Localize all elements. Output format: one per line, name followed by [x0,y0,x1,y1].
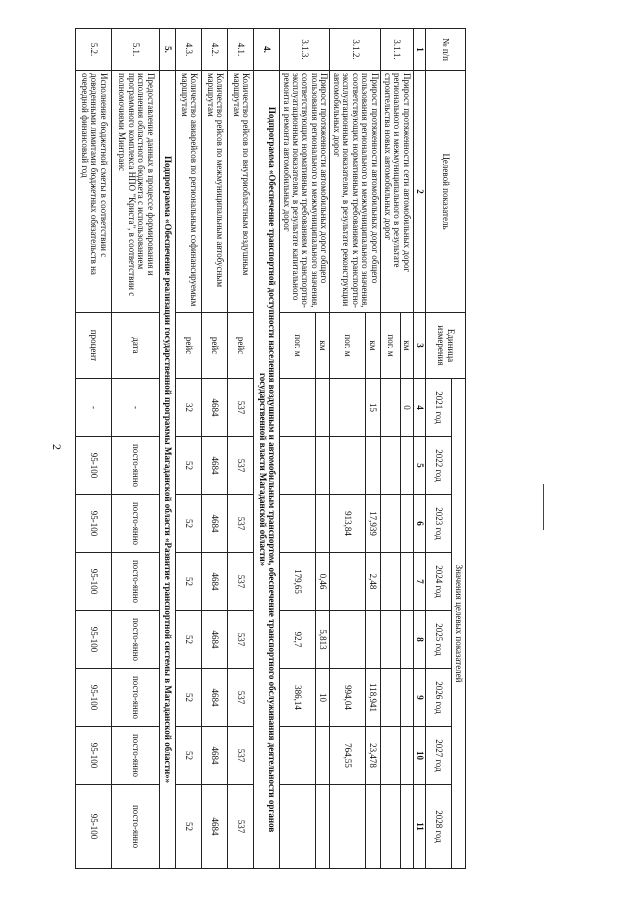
value-cell: 95-100 [76,669,112,727]
value-cell: 95-100 [76,727,112,785]
indicator-name: Предоставление данных в процессе формирования и исполнения областного бюджета с использованием программного комплекса НПО "Криста", в соответствии с полномочиями Минтранс [112,71,160,313]
value-cell: 4684 [202,611,228,669]
value-cell: 537 [228,495,254,553]
unit-cell: км [365,313,380,379]
column-number: 9 [413,669,425,727]
unit-cell: пог. м [380,313,400,379]
value-cell: 92,7 [280,611,316,669]
value-cell [315,379,330,437]
indicator-name: Прирост протяженности сети автомобильных дорог регионального и межмуниципального в результате строительства новых автомобильных дорог [380,71,413,313]
value-cell: 52 [176,553,202,611]
value-cell [400,611,413,669]
value-cell: 52 [176,785,202,869]
column-number: 4 [413,379,425,437]
value-cell [400,669,413,727]
value-cell [380,669,400,727]
value-cell [280,437,316,495]
unit-cell: процент [76,313,112,379]
header-values-group: Значения целевых показателей [452,379,466,869]
column-number: 5 [413,437,425,495]
value-cell: 537 [228,611,254,669]
value-cell: 32 [176,379,202,437]
value-cell: 386,14 [280,669,316,727]
value-cell [400,785,413,869]
value-cell: 15 [365,379,380,437]
row-number: 5.2. [76,29,112,71]
value-cell: 537 [228,437,254,495]
indicator-name: Количество рейсов по внутриобластным воздушным маршрутам [228,71,254,313]
section-number: 5. [160,29,176,71]
value-cell: 0 [400,379,413,437]
value-cell: посто-янно [112,553,160,611]
section-title: Подпрограмма «Обеспечение транспортной доступности населения воздушным и автомобильным транспортом, обеспечение транспортного обслуживания деятельности органов государственной власти Магаданской области» [254,71,280,869]
row-number: 4.2. [202,29,228,71]
table-row [76,29,112,869]
unit-cell: пог. м [330,313,366,379]
value-cell [315,727,330,785]
unit-cell: рейс [202,313,228,379]
row-number: 3.1.3. [280,29,330,71]
value-cell [365,437,380,495]
unit-cell: рейс [176,313,202,379]
value-cell: - [76,379,112,437]
value-cell: 537 [228,669,254,727]
unit-cell: пог. м [280,313,316,379]
unit-cell: км [400,313,413,379]
value-cell [380,379,400,437]
value-cell: 52 [176,437,202,495]
value-cell [365,785,380,869]
header-year: 2028 год [426,785,452,869]
value-cell: 95-100 [76,495,112,553]
value-cell [330,785,366,869]
value-cell: 994,04 [330,669,366,727]
column-number: 6 [413,495,425,553]
table-row [315,29,330,869]
indicator-name: Прирост протяженности автомобильных дорог общего пользования регионального и межмуниципального значения, соответствующих нормативным требованиям к транспортно-эксплуатационным показателям, в результате капитального ремонта и ремонта автомобильных дорог [280,71,330,313]
value-cell: 118,941 [365,669,380,727]
value-cell [380,495,400,553]
value-cell: 4684 [202,495,228,553]
value-cell: 2,48 [365,553,380,611]
row-number: 3.1.1. [380,29,413,71]
value-cell [280,785,316,869]
value-cell: 95-100 [76,611,112,669]
header-year: 2025 год [426,611,452,669]
header-year: 2026 год [426,669,452,727]
value-cell: 5,813 [315,611,330,669]
header-year: 2023 год [426,495,452,553]
indicator-name: Количество авиарейсов по региональным софинансируемым маршрутам [176,71,202,313]
column-number: 3 [413,313,425,379]
value-cell: 52 [176,495,202,553]
value-cell: посто-янно [112,437,160,495]
value-cell [315,437,330,495]
value-cell: 10 [315,669,330,727]
value-cell: - [112,379,160,437]
page-number: 2 [50,444,64,450]
value-cell: 52 [176,611,202,669]
unit-cell: км [315,313,330,379]
row-number: 4.1. [228,29,254,71]
value-cell [330,553,366,611]
value-cell [380,437,400,495]
value-cell [380,727,400,785]
value-cell [315,495,330,553]
column-number: 2 [413,71,425,313]
table-row [228,29,254,869]
value-cell [280,727,316,785]
value-cell [400,437,413,495]
indicator-name: Количество рейсов по межмуниципальным автобусным маршрутам [202,71,228,313]
column-number: 10 [413,727,425,785]
value-cell: 52 [176,669,202,727]
table-row [400,29,413,869]
column-number: 7 [413,553,425,611]
table-row [112,29,160,869]
value-cell: 95-100 [76,785,112,869]
value-cell [400,495,413,553]
header-year: 2024 год [426,553,452,611]
row-number: 4.3. [176,29,202,71]
section-row [254,29,280,869]
value-cell: 95-100 [76,553,112,611]
unit-cell: рейс [228,313,254,379]
indicator-name: Прирост протяженности автомобильных дорог общего пользования регионального и межмуниципального значения, соответствующих нормативным требованиям к транспортно-эксплуатационным показателям, в результате реконструкции автомобильных дорог [330,71,380,313]
column-number: 8 [413,611,425,669]
table-row [202,29,228,869]
value-cell: 4684 [202,553,228,611]
value-cell [365,611,380,669]
value-cell: 4684 [202,727,228,785]
section-title: Подпрограмма «Обеспечение реализации государственной программы Магаданской области «Развитие транспортной системы в Магаданской области»» [160,71,176,869]
value-cell [280,379,316,437]
header-indicator: Целевой показатель [426,71,466,313]
value-cell: 4684 [202,437,228,495]
column-number: 1 [413,29,425,71]
row-number: 5.1. [112,29,160,71]
value-cell [380,785,400,869]
header-unit: Единица измерения [426,313,466,379]
section-number: 4. [254,29,280,71]
value-cell: 537 [228,379,254,437]
value-cell: 95-100 [76,437,112,495]
value-cell: 913,84 [330,495,366,553]
value-cell [380,611,400,669]
value-cell: 537 [228,727,254,785]
value-cell: посто-янно [112,611,160,669]
row-number: 3.1.2. [330,29,380,71]
unit-cell: дата [112,313,160,379]
value-cell [280,495,316,553]
value-cell: посто-янно [112,495,160,553]
section-row [160,29,176,869]
value-cell: 4684 [202,379,228,437]
margin-rule [543,484,544,530]
value-cell: посто-янно [112,785,160,869]
value-cell [400,727,413,785]
value-cell: 52 [176,727,202,785]
value-cell [330,437,366,495]
value-cell: 23,478 [365,727,380,785]
value-cell: посто-янно [112,669,160,727]
value-cell: 17,939 [365,495,380,553]
value-cell: 4684 [202,669,228,727]
value-cell: 764,55 [330,727,366,785]
header-num: № п/п [426,29,466,71]
header-year: 2022 год [426,437,452,495]
value-cell: 537 [228,785,254,869]
indicator-name: Исполнение бюджетной сметы в соответствии с доведенными лимитами бюджетных обязательств на очередной финансовый год [76,71,112,313]
value-cell: 179,65 [280,553,316,611]
value-cell [315,785,330,869]
value-cell: 0,46 [315,553,330,611]
indicator-table [75,28,466,869]
table-row [365,29,380,869]
value-cell [330,611,366,669]
header-year: 2027 год [426,727,452,785]
table-row [176,29,202,869]
header-year: 2021 год [426,379,452,437]
value-cell: 4684 [202,785,228,869]
value-cell: 537 [228,553,254,611]
value-cell [400,553,413,611]
value-cell [330,379,366,437]
column-number-row [413,29,425,869]
value-cell: посто-янно [112,727,160,785]
column-number: 11 [413,785,425,869]
indicator-table-wrapper [79,28,466,868]
value-cell [380,553,400,611]
